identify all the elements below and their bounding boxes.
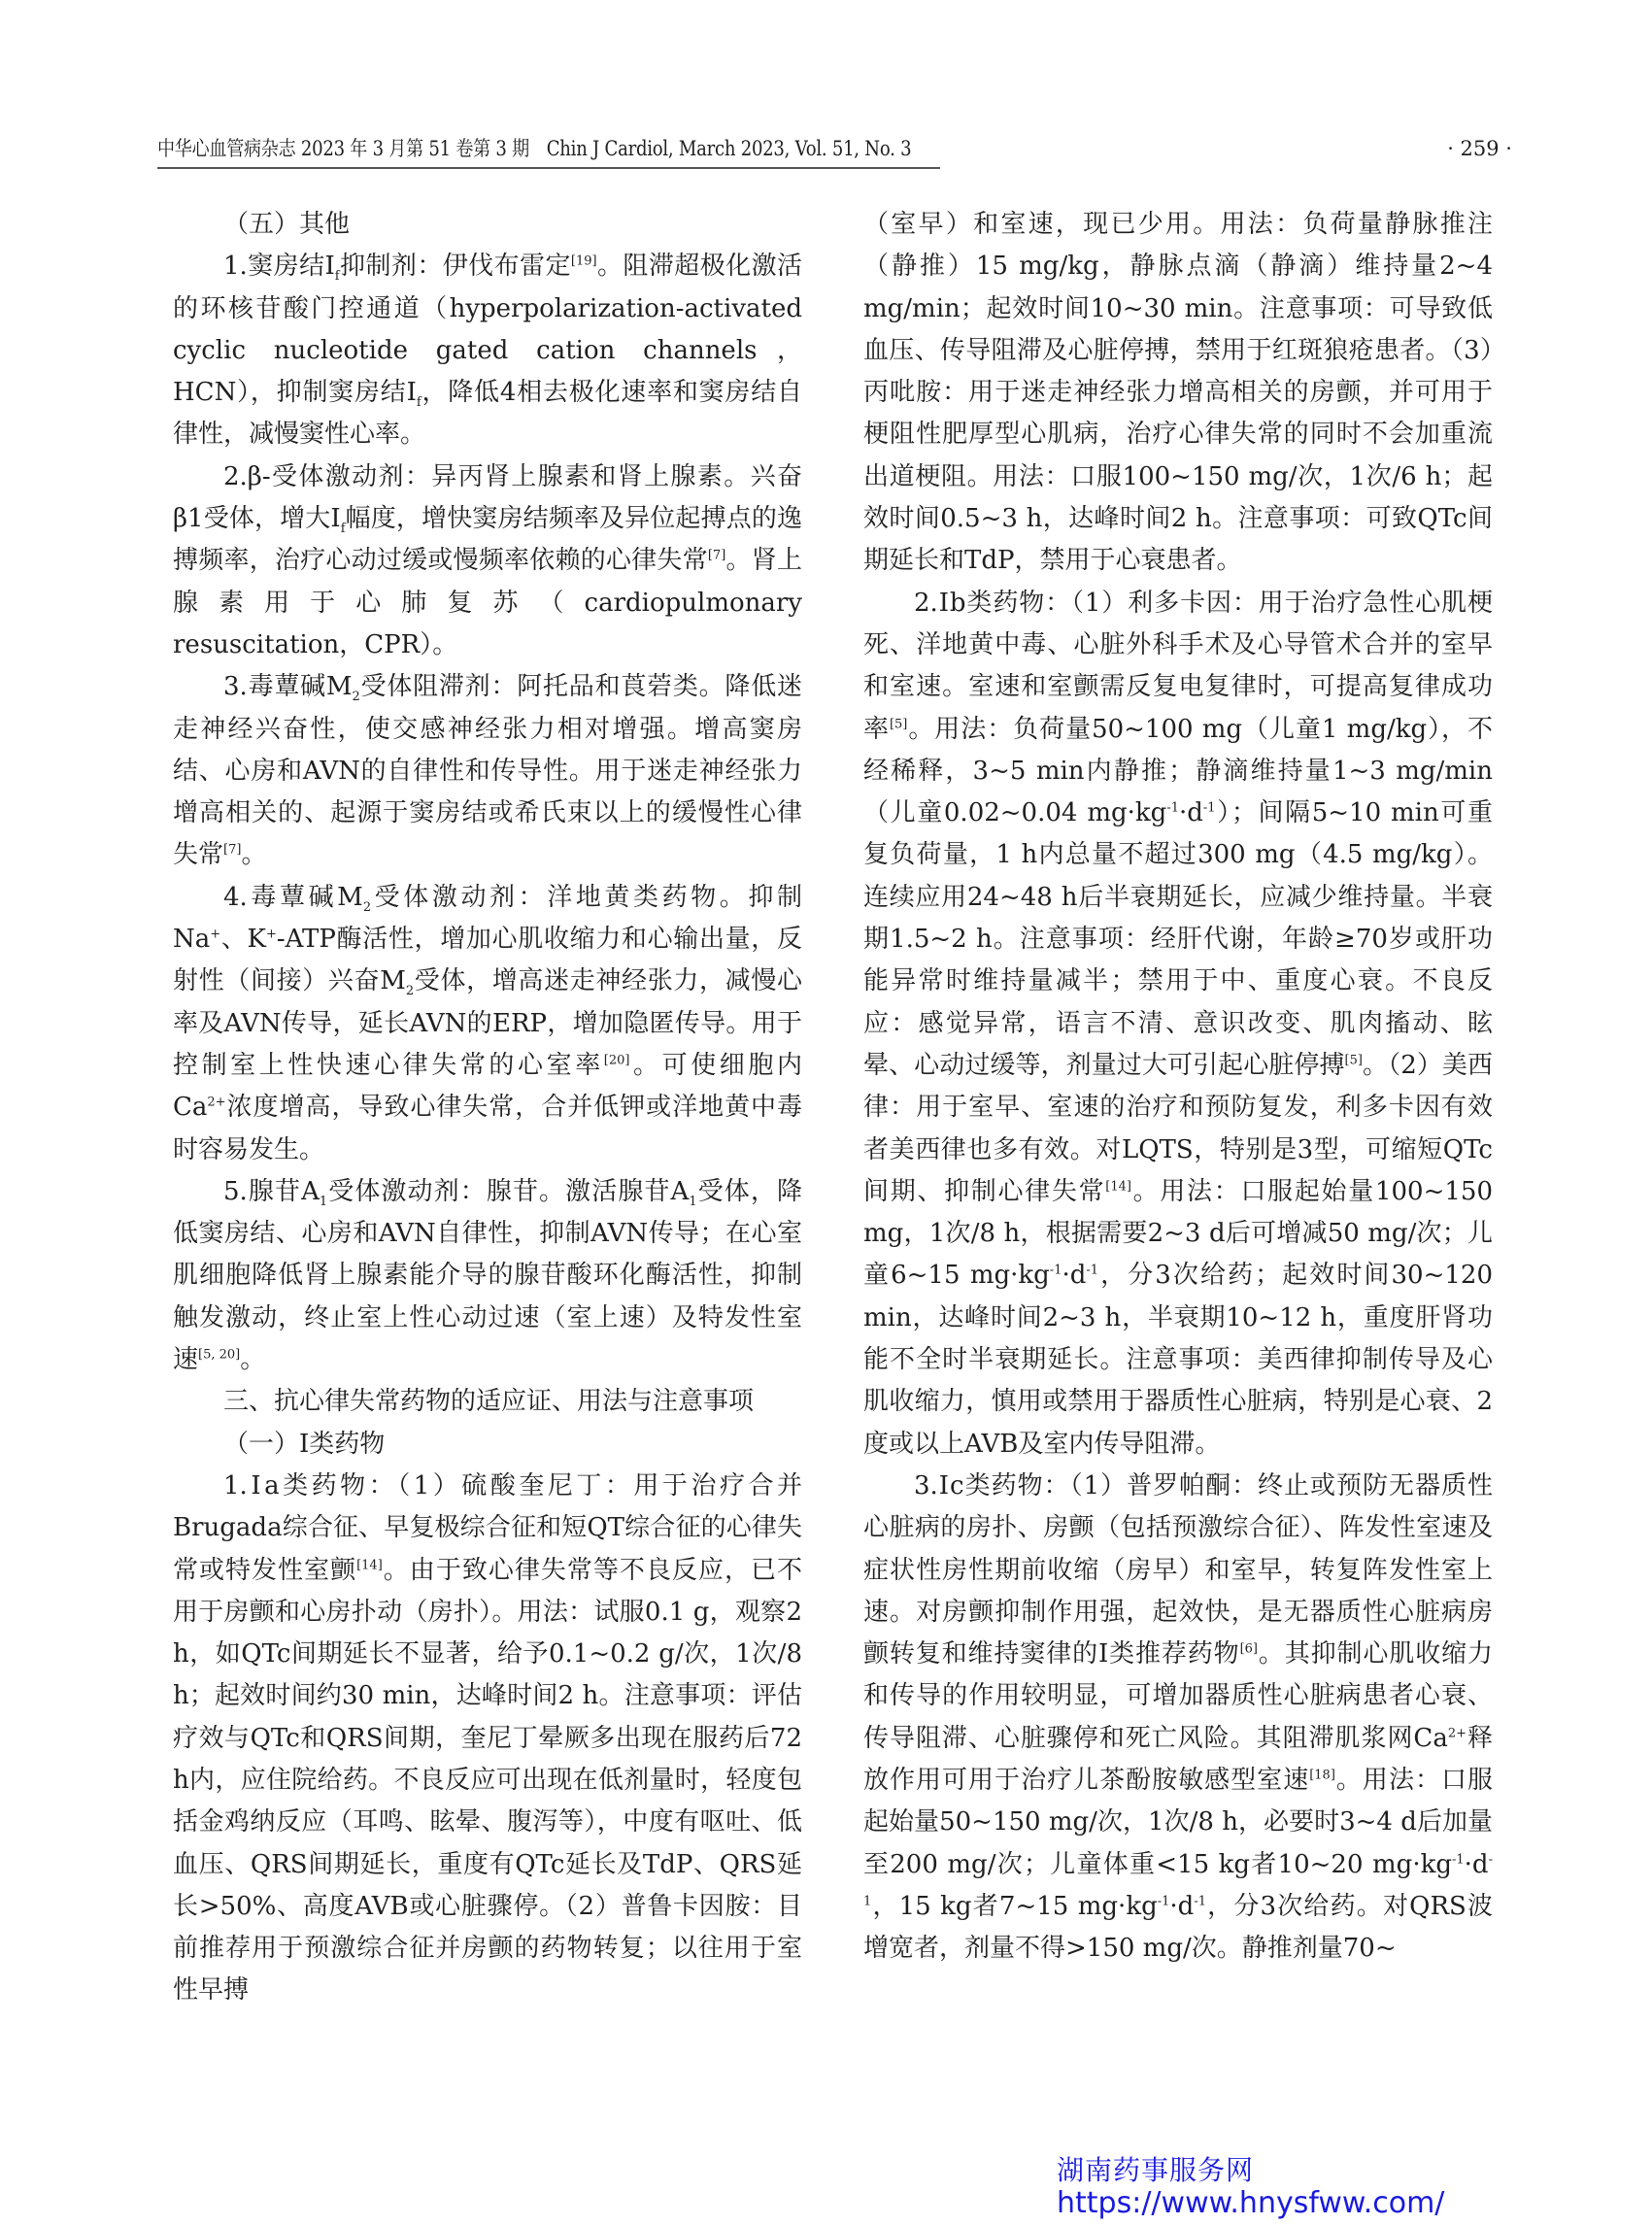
watermark-site-name: 湖南药事服务网 xyxy=(1057,2154,1255,2186)
header-rule xyxy=(157,167,940,169)
watermark-site-url[interactable]: https://www.hnysfww.com/ xyxy=(1057,2186,1445,2220)
journal-citation: 中华心血管病杂志 2023 年 3 月第 51 卷第 3 期 Chin J Cardiol, March 2023, Vol. 51, No. 3 xyxy=(157,137,912,160)
section-heading-indications: 三、抗心律失常药物的适应证、用法与注意事项 xyxy=(223,1387,755,1417)
paragraph-class-ia: 1.Ⅰa类药物：（1）硫酸奎尼丁：用于治疗合并Brugada综合征、早复极综合征和短QT综合征的心律失常或特发性室颤[14]。由于致心律失常等不良反应，已不用于房颤和心房扑动（房扑）。用法：试服0.1 g，观察2 h，如QTc间期延长不显著，给予0.1~0.2 g/次，1次/8 h；起效时间约30 min，达峰时间2 h。注意事项：评估疗效与QTc和QRS间期，奎尼丁晕厥多出现在服药后72 h内，应住院给药。不良反应可出现在低剂量时，轻度包括金鸡纳反应（耳鸣、眩晕、腹泻等），中度有呕吐、低血压、QRS间期延长，重度有QTc延长及TdP、QRS延长>50%、高度AVB或心脏骤停。（2）普鲁卡因胺：目前推荐用于预激综合征并房颤的药物转复；以往用于室性早搏 xyxy=(173,1470,802,2006)
site-watermark xyxy=(1057,2154,1444,2220)
paragraph-class-ia-continued: （室早）和室速，现已少用。用法：负荷量静脉推注（静推）15 mg/kg，静脉点滴（静滴）维持量2~4 mg/min；起效时间10~30 min。注意事项：可导致低血压、传导阻滞及心脏停搏，禁用于红斑狼疮患者。（3）丙吡胺：用于迷走神经张力增高相关的房颤，并可用于梗阻性肥厚型心肌病，治疗心律失常的同时不会加重流出道梗阻。用法：口服100~150 mg/次，1次/6 h；起效时间0.5~3 h，达峰时间2 h。注意事项：可致QTc间期延长和TdP，禁用于心衰患者。 xyxy=(863,210,1493,576)
running-header xyxy=(157,134,1512,169)
paragraph-m2-agonist: 4.毒蕈碱$M_2$受体激动剂：洋地黄类药物。抑制Na+、K+-ATP酶活性，增加心肌收缩力和心输出量，反射性（间接）兴奋$M_2$受体，增高迷走神经张力，减慢心率及AVN传导，延长AVN的ERP，增加隐匿传导。用于控制室上性快速心律失常的心室率[20]。可使细胞内$Ca^{2+}$浓度增高，导致心律失常，合并低钾或洋地黄中毒时容易发生。 xyxy=(173,882,802,1164)
paragraph-class-ic: 3.Ⅰc类药物：（1）普罗帕酮：终止或预防无器质性心脏病的房扑、房颤（包括预激综合征）、阵发性室速及症状性房性期前收缩（房早）和室早，转复阵发性室上速。对房颤抑制作用强，起效快，是无器质性心脏病房颤转复和维持窦律的Ⅰ类推荐药物[6]。其抑制心肌收缩力和传导的作用较明显，可增加器质性心脏病患者心衰、传导阻滞、心脏骤停和死亡风险。其阻滞肌浆网$Ca^{2+}$释放作用可用于治疗儿茶酚胺敏感型室速[18]。用法：口服起始量50~150 mg/次，1次/8 h，必要时3~4 d后加量至200 mg/次；儿童体重<15 kg者10~20 $mg\cdot kg^{-1}\cdot d^{-1}$，15 kg者7~15 $mg\cdot kg^{-1}\cdot d^{-1}$，分3次给药。对QRS波增宽者，剂量不得>150 mg/次。静推剂量70~ xyxy=(863,1470,1494,1964)
paragraph-m2-blocker: 3.毒蕈碱$M_2$受体阻滞剂：阿托品和莨菪类。降低迷走神经兴奋性，使交感神经张力相对增强。增高窦房结、心房和AVN的自律性和传导性。用于迷走神经张力增高相关的、起源于窦房结或希氏束以上的缓慢性心律失常[7]。 xyxy=(173,672,802,870)
paragraph-adenosine: 5.腺苷$A_1$受体激动剂：腺苷。激活腺苷$A_1$受体，降低窦房结、心房和AVN自律性，抑制AVN传导；在心室肌细胞降低肾上腺素能介导的腺苷酸环化酶活性，抑制触发激动，终止室上性心动过速（室上速）及特发性室速[5, 20]。 xyxy=(173,1176,802,1375)
right-column xyxy=(863,204,1493,1970)
section-heading-others: （五）其他 xyxy=(223,210,351,239)
paragraph-class-ib: 2.Ⅰb类药物：（1）利多卡因：用于治疗急性心肌梗死、洋地黄中毒、心脏外科手术及心导管术合并的室早和室速。室速和室颤需反复电复律时，可提高复律成功率[5]。用法：负荷量50~100 mg（儿童1 mg/kg），不经稀释，3~5 min内静推；静滴维持量1~3 mg/min（儿童0.02~0.04 $mg\cdot kg^{-1}\cdot d^{-1}$）；间隔5~10 min可重复负荷量，1 h内总量不超过300 mg（4.5 mg/kg）。连续应用24~48 h后半衰期延长，应减少维持量。半衰期1.5~2 h。注意事项：经肝代谢，年龄≥70岁或肝功能异常时维持量减半；禁用于中、重度心衰。不良反应：感觉异常，语言不清、意识改变、肌肉搐动、眩晕、心动过缓等，剂量过大可引起心脏停搏[5]。（2）美西律：用于室早、室速的治疗和预防复发，利多卡因有效者美西律也多有效。对LQTS，特别是3型，可缩短QTc间期、抑制心律失常[14]。用法：口服起始量100~150 mg，1次/8 h，根据需要2~3 d后可增减50 mg/次；儿童6~15 $mg\cdot kg^{-1}\cdot d^{-1}$，分3次给药；起效时间30~120 min，达峰时间2~3 h，半衰期10~12 h，重度肝肾功能不全时半衰期延长。注意事项：美西律抑制传导及心肌收缩力，慎用或禁用于器质性心脏病，特别是心衰、2度或以上AVB及室内传导阻滞。 xyxy=(863,588,1493,1459)
paragraph-beta-agonist: 2.β-受体激动剂：异丙肾上腺素和肾上腺素。兴奋β1受体，增大$I_f$幅度，增快窦房结频率及异位起搏点的逸搏频率，治疗心动过缓或慢频率依赖的心律失常[7]。肾上腺素用于心肺复苏（cardiopulmonary resuscitation，CPR）。 xyxy=(173,461,802,659)
left-column xyxy=(173,204,802,2012)
subsection-heading-class-i: （一）Ⅰ类药物 xyxy=(223,1429,386,1459)
page-number: · 259 · xyxy=(1447,137,1512,160)
paragraph-ivabradine: 1.窦房结$I_f$抑制剂：伊伐布雷定[19]。阻滞超极化激活的环核苷酸门控通道（hyperpolarization-activated cyclic nucleotide gated cation channels，HCN），抑制窦房结$I_f$，降低4相去极化速率和窦房结自律性，减慢窦性心率。 xyxy=(173,252,802,450)
